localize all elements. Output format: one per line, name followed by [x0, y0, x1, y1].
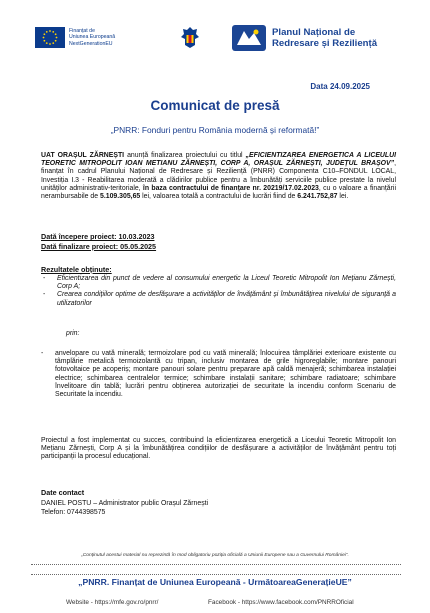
contact-heading: Date contact [41, 488, 85, 497]
eu-star [55, 40, 57, 42]
intro-amount-1: 5.109.305,65 [100, 193, 141, 201]
press-release-date: Data 24.09.2025 [310, 82, 370, 91]
eu-flag-icon [35, 27, 65, 48]
eu-star [55, 33, 57, 35]
eu-star [46, 31, 48, 33]
website-link[interactable]: Website - https://mfe.gov.ro/pnrr/ [66, 599, 159, 606]
intro-text-3: , cu o valoare a finanțării nerambursabile de [41, 184, 396, 201]
list-item: - Crearea condițiilor optime de desfășurare a activităților de învățământ și îmbunătățirea nivelului de siguranță a utilizatorilor [43, 291, 396, 307]
pnrr-mark-icon [232, 25, 266, 51]
header [0, 0, 430, 62]
press-release-title: Comunicat de presă [150, 98, 280, 113]
pnrr-logo-line2: Redresare și Reziliență [272, 38, 378, 49]
result-item-2: Crearea condițiilor optime de desfășurare a activităților de învățământ și îmbunătățirea nivelului de siguranță a utilizatorilor [57, 291, 396, 307]
eu-star [52, 31, 54, 33]
eu-star [49, 30, 51, 32]
footer-divider [31, 564, 401, 565]
eu-star [49, 43, 51, 45]
footer-disclaimer: „Conținutul acestui material nu reprezintă în mod obligatoriu poziția oficială a Uniunii Europene sau a Guvernului României”. [81, 553, 349, 558]
pnrr-logo-text [272, 27, 377, 49]
results-list [43, 275, 396, 308]
intro-paragraph [41, 152, 396, 201]
facebook-link[interactable]: Facebook - https://www.facebook.com/PNRROficial [208, 599, 354, 606]
footer-divider [31, 574, 401, 575]
project-dates [41, 232, 396, 251]
intro-text-2: , finanțat în cadrul Planului Național de Redresare și Reziliență (PNRR) Componenta C10–FONDUL LOCAL, Investiția I.3 - Reabilitarea moderată a clădirilor publice pentru a îmbunătăți serviciile publice prestate la nivelul unităților administrativ-teritoriale, [41, 160, 396, 192]
intro-text-1: anunță finalizarea proiectului cu titlul [124, 152, 246, 159]
result-item-1: Eficientizarea din punct de vedere al consumului energetic la Liceul Teoretic Mitropolit Ion Mețianu Zărnești, Corp A; [57, 275, 396, 291]
contact-details [41, 499, 396, 517]
intro-text-5: lei. [337, 193, 349, 201]
intro-text-4: lei, valoarea totală a contractului de lucrări fiind de [140, 193, 298, 201]
eu-logo [35, 27, 115, 48]
pnrr-logo-line1: Planul Național de [272, 27, 356, 38]
conclusion-paragraph: Proiectul a fost implementat cu succes, contribuind la eficientizarea energetică a Liceului Teoretic Mitropolit Ion Mețianu Zărnești, Corp A și la îmbunătățirea condițiilor de desfășurare a activităților de învățământ pentru toți participanții la procesul educațional. [41, 437, 396, 461]
list-item: - Eficientizarea din punct de vedere al consumului energetic la Liceul Teoretic Mitropolit Ion Mețianu Zărnești, Corp A; [43, 275, 396, 291]
contact-person: DANIEL POSTU – Administrator public Orașul Zărnești [41, 500, 209, 507]
eu-star [46, 42, 48, 44]
eu-logo-line2: Uniunea Europeană [69, 34, 116, 41]
intro-project-title: „EFICIENTIZAREA ENERGETICA A LICEULUI TEORETIC MITROPOLIT IOAN METIANU ZĂRNEȘTI, CORP A, ORAȘUL ZĂRNEȘTI, JUDEȚUL BRAȘOV” [41, 152, 396, 168]
eu-star [43, 40, 45, 42]
contact-phone: Telefon: 0744398575 [41, 509, 106, 516]
eu-star [43, 37, 45, 39]
pnrr-logo [232, 25, 377, 51]
intro-entity: UAT ORAȘUL ZĂRNEȘTI [41, 152, 125, 159]
press-release-subtitle: „PNRR: Fonduri pentru România modernă și reformată!” [110, 125, 320, 135]
intro-amount-2: 6.241.752,87 [297, 193, 338, 201]
project-start-date: Dată începere proiect: 10.03.2023 [41, 232, 155, 241]
eu-star [56, 37, 58, 39]
intro-contract: în baza contractului de finanțare nr. 20219/17.02.2023 [142, 184, 319, 192]
eu-logo-line1: Finanțat de [69, 28, 95, 35]
project-end-date: Dată finalizare proiect: 05.05.2025 [41, 241, 157, 251]
eu-star [52, 42, 54, 44]
eu-logo-text [69, 28, 115, 47]
works-list-item: - anvelopare cu vată minerală; termoizolare pod cu vată minerală; înlocuirea tâmplăriei exterioare existente cu tâmplărie metalică termoizolantă cu tripan, inclusiv montarea de grile higroreglabile; montare panouri fotovoltaice pe acoperiș; montare panouri solare pentru preparare apă caldă menajeră; schimbarea instalației electrice; schimbarea centralelor termice; schimbare instalații sanitare; schimbare radiatoare; schimbare învelitoare din tablă; lucrări pentru obținerea autorizației de securitate la incendiu conform Scenariu de Securitate la incendiu. [41, 350, 396, 399]
footer-slogan: „PNRR. Finanțat de Uniunea Europeană - UrmătoareaGenerațieUE” [78, 577, 352, 587]
works-description: anvelopare cu vată minerală; termoizolare pod cu vată minerală; înlocuirea tâmplăriei exterioare existente cu tâmplărie metalică termoizolantă cu tripan, inclusiv montarea de grile higroreglabile; montare panouri fotovoltaice pe acoperiș; montare panouri solare pentru preparare apă caldă menajeră; schimbarea instalației electrice; schimbarea centralelor termice; schimbare instalații sanitare; schimbare radiatoare; schimbare învelitoare din tablă; lucrări pentru obținerea autorizației de securitate la incendiu conform Scenariu de Securitate la incendiu. [55, 350, 396, 399]
eu-logo-line3: NextGenerationEU [69, 40, 113, 47]
romania-government-crest-icon [180, 26, 200, 49]
eu-star [43, 33, 45, 35]
results-heading: Rezultatele obținute: [41, 265, 112, 274]
results-prin: prin: [66, 330, 80, 337]
